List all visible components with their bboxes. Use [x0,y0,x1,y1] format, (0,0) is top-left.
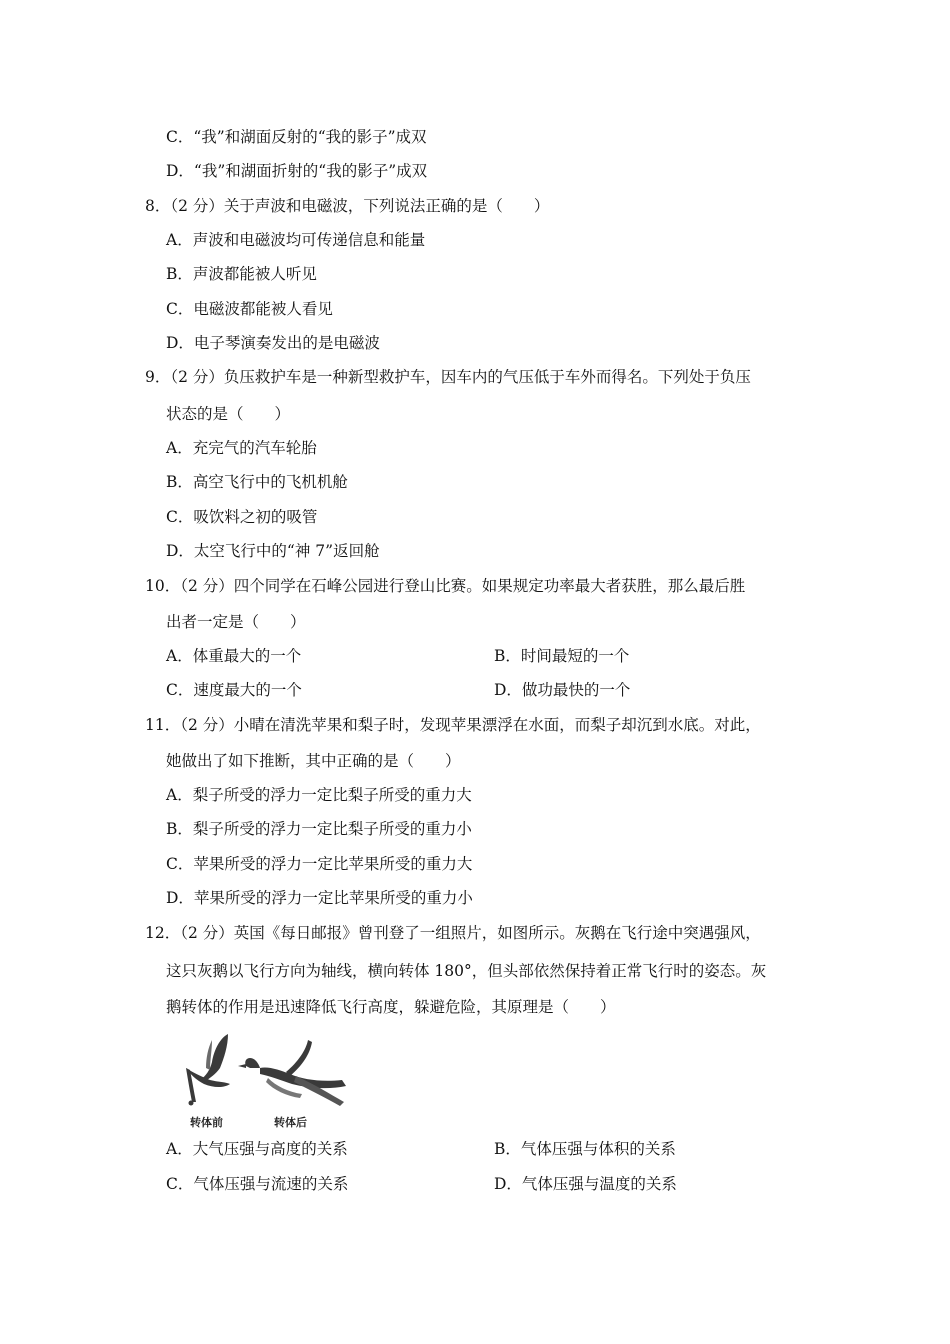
q9-stem-line2: 状态的是（ ） [166,405,291,423]
q12-option-b: B．气体压强与体积的关系 [494,1140,676,1158]
q8-option-b: B．声波都能被人听见 [166,265,317,283]
q11-option-a: A．梨子所受的浮力一定比梨子所受的重力大 [166,786,472,804]
q11-stem-line1: 11．（2 分）小晴在清洗苹果和梨子时，发现苹果漂浮在水面，而梨子却沉到水底。对此， [145,716,761,734]
figure-label-before: 转体前 [190,1116,223,1129]
q8-option-d: D．电子琴演奏发出的是电磁波 [166,334,380,352]
q9-option-c: C．吸饮料之初的吸管 [166,508,318,526]
q11-option-c: C．苹果所受的浮力一定比苹果所受的重力大 [166,855,473,873]
q12-stem-line2: 这只灰鹅以飞行方向为轴线，横向转体 180°，但头部依然保持着正常飞行时的姿态。灰 [166,962,767,980]
goose-turning-figure [176,1028,356,1134]
q11-option-d: D．苹果所受的浮力一定比苹果所受的重力小 [166,889,473,907]
q10-option-c: C．速度最大的一个 [166,681,302,699]
q9-option-d: D．太空飞行中的“神 7”返回舱 [166,542,380,560]
q10-stem-line1: 10．（2 分）四个同学在石峰公园进行登山比赛。如果规定功率最大者获胜，那么最后胜 [145,577,746,595]
q9-option-b: B．高空飞行中的飞机机舱 [166,473,348,491]
q9-stem-line1: 9．（2 分）负压救护车是一种新型救护车，因车内的气压低于车外而得名。下列处于负压 [145,368,751,386]
figure-label-after: 转体后 [274,1116,307,1129]
q10-stem-line2: 出者一定是（ ） [166,613,306,631]
q10-option-d: D．做功最快的一个 [494,681,631,699]
q7-option-d: D．“我”和湖面折射的“我的影子”成双 [166,162,428,180]
q12-option-a: A．大气压强与高度的关系 [166,1140,348,1158]
q8-option-a: A．声波和电磁波均可传递信息和能量 [166,231,426,249]
q12-stem-line3: 鹅转体的作用是迅速降低飞行高度，躲避危险，其原理是（ ） [166,998,616,1016]
q11-stem-line2: 她做出了如下推断，其中正确的是（ ） [166,752,461,770]
q8-stem: 8．（2 分）关于声波和电磁波，下列说法正确的是（ ） [145,197,550,215]
q9-option-a: A．充完气的汽车轮胎 [166,439,317,457]
goose-before-turning [186,1034,230,1106]
goose-after-turning [238,1040,346,1106]
q11-option-b: B．梨子所受的浮力一定比梨子所受的重力小 [166,820,472,838]
q8-option-c: C．电磁波都能被人看见 [166,300,333,318]
q7-option-c: C．“我”和湖面反射的“我的影子”成双 [166,128,427,146]
q12-stem-line1: 12．（2 分）英国《每日邮报》曾刊登了一组照片，如图所示。灰鹅在飞行途中突遇强风， [145,924,761,942]
q12-option-c: C．气体压强与流速的关系 [166,1175,349,1193]
q10-option-a: A．体重最大的一个 [166,647,302,665]
q12-option-d: D．气体压强与温度的关系 [494,1175,677,1193]
q10-option-b: B．时间最短的一个 [494,647,630,665]
